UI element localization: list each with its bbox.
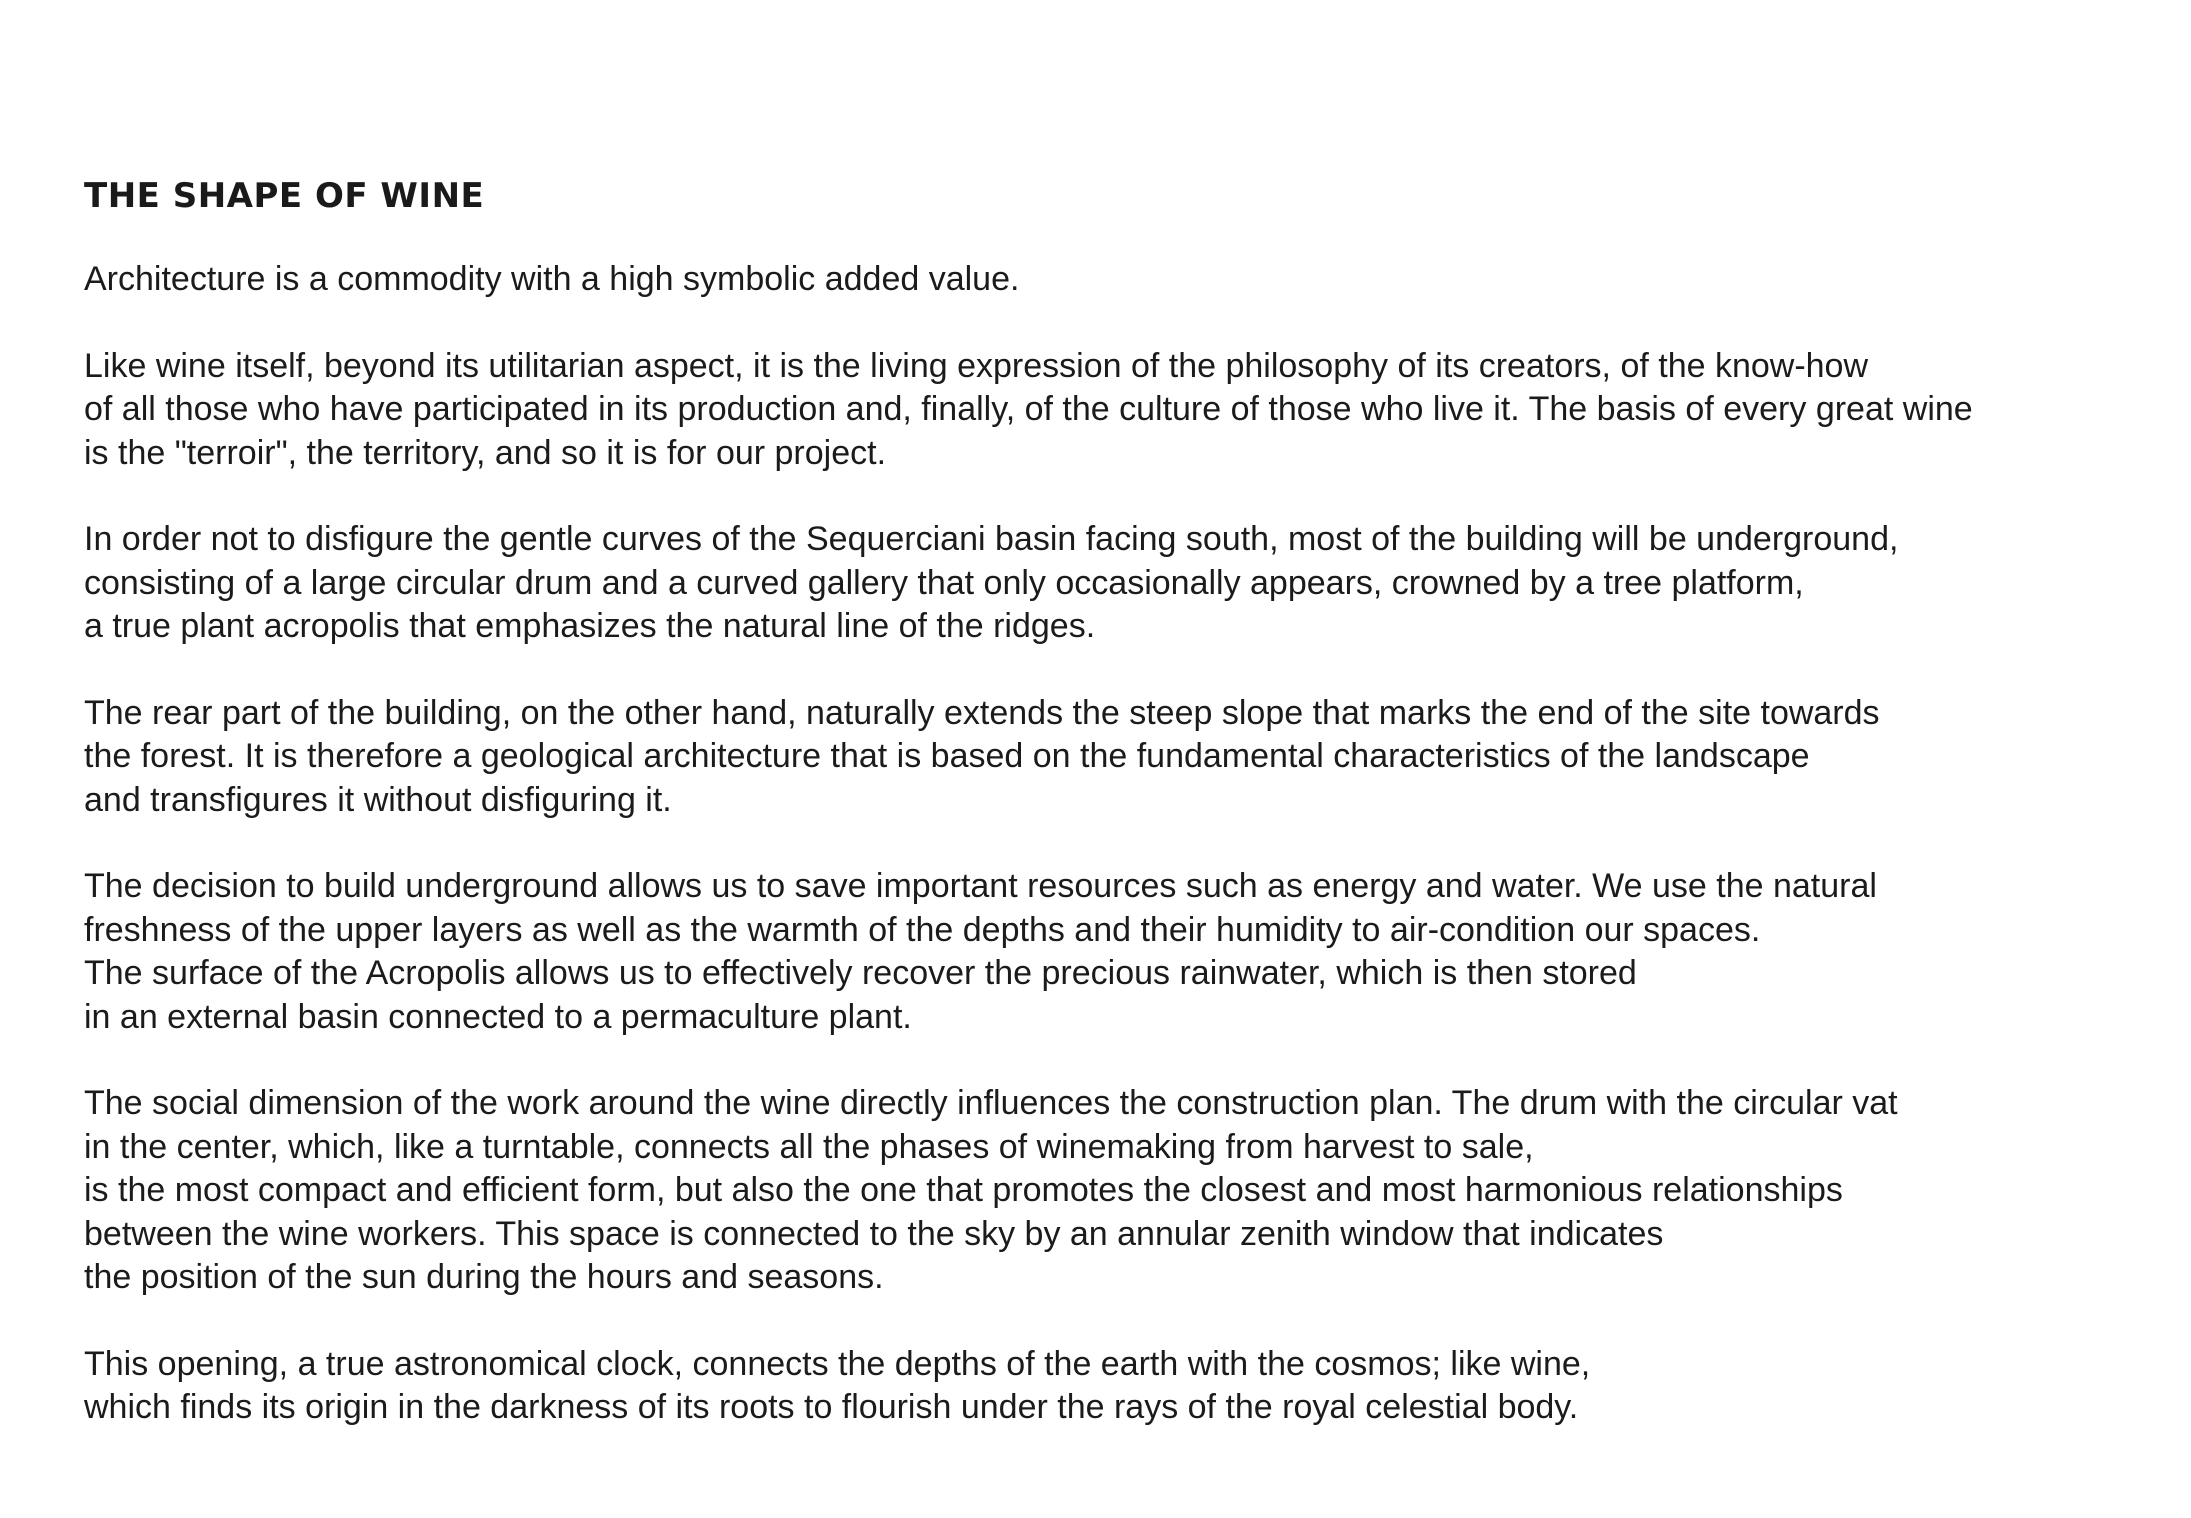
text-line: and transfigures it without disfiguring it. — [84, 780, 672, 819]
text-line: the position of the sun during the hours and seasons. — [84, 1258, 884, 1296]
text-line: in the center, which, like a turntable, connects all the phases of winemaking from harvest to sale, — [84, 1127, 1534, 1166]
text-line: which finds its origin in the darkness of its roots to flourish under the rays of the royal celestial body. — [84, 1388, 1579, 1426]
text-line: a true plant acropolis that emphasizes the natural line of the ridges. — [84, 607, 1096, 645]
text-line: is the "terroir", the territory, and so it is for our project. — [84, 433, 887, 472]
paragraph-social-dimension — [84, 1082, 2164, 1300]
text-line: freshness of the upper layers as well as the warmth of the depths and their humidity to air-condition our spaces. — [84, 910, 1761, 949]
paragraph-rear-part — [84, 692, 2164, 823]
document-page — [84, 172, 2164, 1473]
text-line: The rear part of the building, on the other hand, naturally extends the steep slope that marks the end of the site towards — [84, 693, 1880, 732]
text-line: The decision to build underground allows us to save important resources such as energy and water. We use the natural — [84, 867, 1877, 905]
text-line: This opening, a true astronomical clock, connects the depths of the earth with the cosmos; like wine, — [84, 1344, 1591, 1383]
paragraph-intro — [84, 258, 2164, 302]
paragraph-wine-analogy — [84, 345, 2164, 476]
paragraph-astronomical-clock — [84, 1343, 2164, 1430]
document-title: THE SHAPE OF WINE — [84, 176, 485, 216]
paragraph-underground — [84, 518, 2164, 649]
text-line: consisting of a large circular drum and a curved gallery that only occasionally appears, crowned by a tree platform, — [84, 563, 1804, 602]
text-line: The social dimension of the work around the wine directly influences the construction plan. The drum with the circular vat — [84, 1084, 1898, 1122]
text-line: Architecture is a commodity with a high symbolic added value. — [84, 260, 1020, 298]
paragraph-resources — [84, 865, 2164, 1039]
text-line: of all those who have participated in its production and, finally, of the culture of those who live it. The basis of every great wine — [84, 390, 1973, 428]
text-line: in an external basin connected to a permaculture plant. — [84, 997, 912, 1036]
text-line: is the most compact and efficient form, but also the one that promotes the closest and most harmonious relationships — [84, 1171, 1843, 1209]
text-line: In order not to disfigure the gentle curves of the Sequerciani basin facing south, most of the building will be underground, — [84, 520, 1899, 558]
text-line: Like wine itself, beyond its utilitarian aspect, it is the living expression of the philosophy of its creators, of the know-how — [84, 346, 1869, 385]
text-line: the forest. It is therefore a geological architecture that is based on the fundamental characteristics of the landscape — [84, 737, 1810, 775]
text-line: The surface of the Acropolis allows us to effectively recover the precious rainwater, which is then stored — [84, 954, 1637, 992]
text-line: between the wine workers. This space is connected to the sky by an annular zenith window that indicates — [84, 1214, 1664, 1253]
